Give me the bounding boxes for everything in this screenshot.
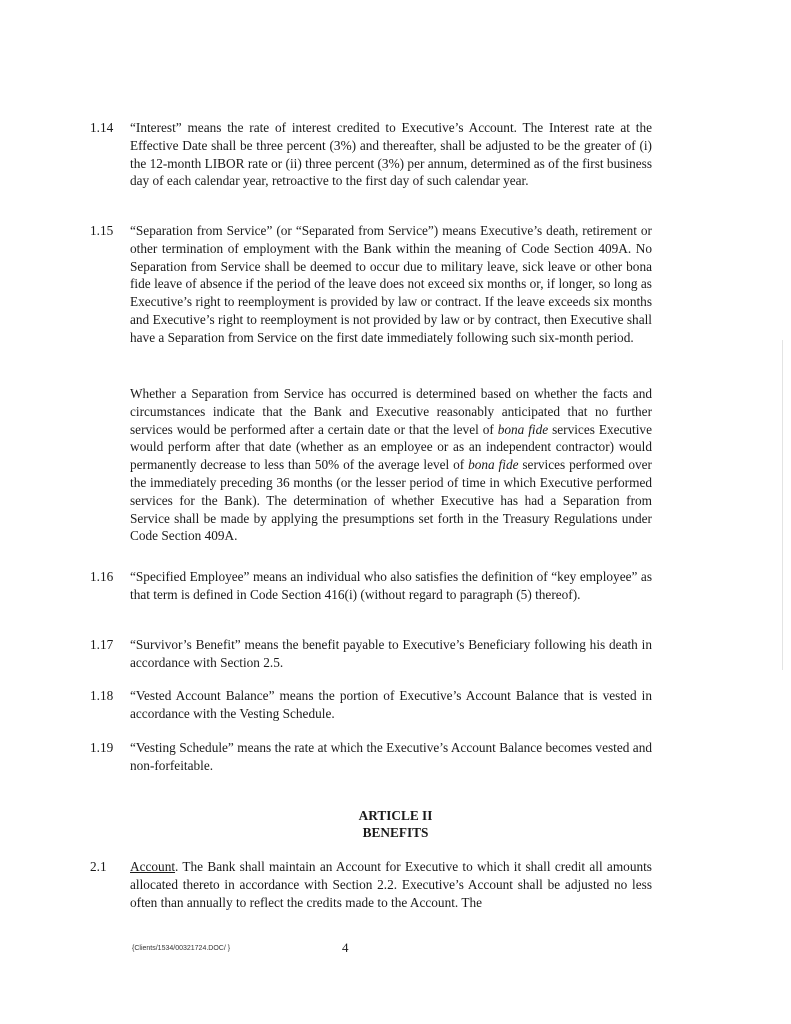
page-number: 4	[342, 940, 349, 955]
scan-artifact	[782, 340, 783, 670]
section-number-2-1: 2.1	[90, 859, 107, 874]
section-text-1-15-continuation: Whether a Separation from Service has occurred is determined based on whether the facts and circumstances indicate that the Bank and Executive reasonably anticipated that no further services would be performed after a certain date or that the level of bona fide services Executive would perform after that date (whether as an employee or as an independent contractor) would permanently decrease to less than 50% of the average level of bona fide services performed over the immediately preceding 36 months (or the lesser period of time in which Executive performed services for the Bank). The determination of whether Executive has had a Separation from Service shall be made by applying the presumptions set forth in the Treasury Regulations under Code Section 409A.	[130, 386, 652, 544]
section-number-1-15: 1.15	[90, 223, 114, 238]
section-heading-account: Account	[130, 859, 176, 874]
document-code: {Clients/1534/00321724.DOC/ }	[132, 945, 231, 952]
article-title: ARTICLE II	[358, 808, 433, 823]
section-number-1-17: 1.17	[90, 637, 114, 652]
section-text-2-1: Account. The Bank shall maintain an Account for Executive to which it shall credit all amounts allocated thereto in accordance with Section 2.2. Executive’s Account shall be adjusted no less often than annually to reflect the credits made to the Account. The	[130, 859, 652, 910]
section-number-1-14: 1.14	[90, 120, 114, 135]
article-subtitle: BENEFITS	[362, 825, 429, 840]
section-text-1-18: “Vested Account Balance” means the portion of Executive’s Account Balance that is vested in accordance with the Vesting Schedule.	[130, 688, 652, 721]
section-number-1-18: 1.18	[90, 688, 114, 703]
section-text-1-19: “Vesting Schedule” means the rate at which the Executive’s Account Balance becomes vested and non-forfeitable.	[130, 740, 652, 773]
section-text-1-14: “Interest” means the rate of interest credited to Executive’s Account. The Interest rate at the Effective Date shall be three percent (3%) and thereafter, shall be adjusted to be the greater of (i) the 12-month LIBOR rate or (ii) three percent (3%) per annum, determined as of the first business day of each calendar year, retroactive to the first day of such calendar year.	[130, 120, 652, 189]
section-text-1-17: “Survivor’s Benefit” means the benefit payable to Executive’s Beneficiary following his death in accordance with Section 2.5.	[130, 637, 652, 670]
section-text-1-15: “Separation from Service” (or “Separated from Service”) means Executive’s death, retirement or other termination of employment with the Bank within the meaning of Code Section 409A. No Separation from Service shall be deemed to occur due to military leave, sick leave or other bona fide leave of absence if the period of the leave does not exceed six months or, if longer, so long as Executive’s right to reemployment is provided by law or contract. If the leave exceeds six months and Executive’s right to reemployment is not provided by law or by contract, then Executive shall have a Separation from Service on the first date immediately following such six-month period.	[130, 223, 652, 345]
section-number-1-19: 1.19	[90, 740, 114, 755]
section-number-1-16: 1.16	[90, 569, 114, 584]
section-text-1-16: “Specified Employee” means an individual who also satisfies the definition of “key employee” as that term is defined in Code Section 416(i) (without regard to paragraph (5) thereof).	[130, 569, 652, 602]
